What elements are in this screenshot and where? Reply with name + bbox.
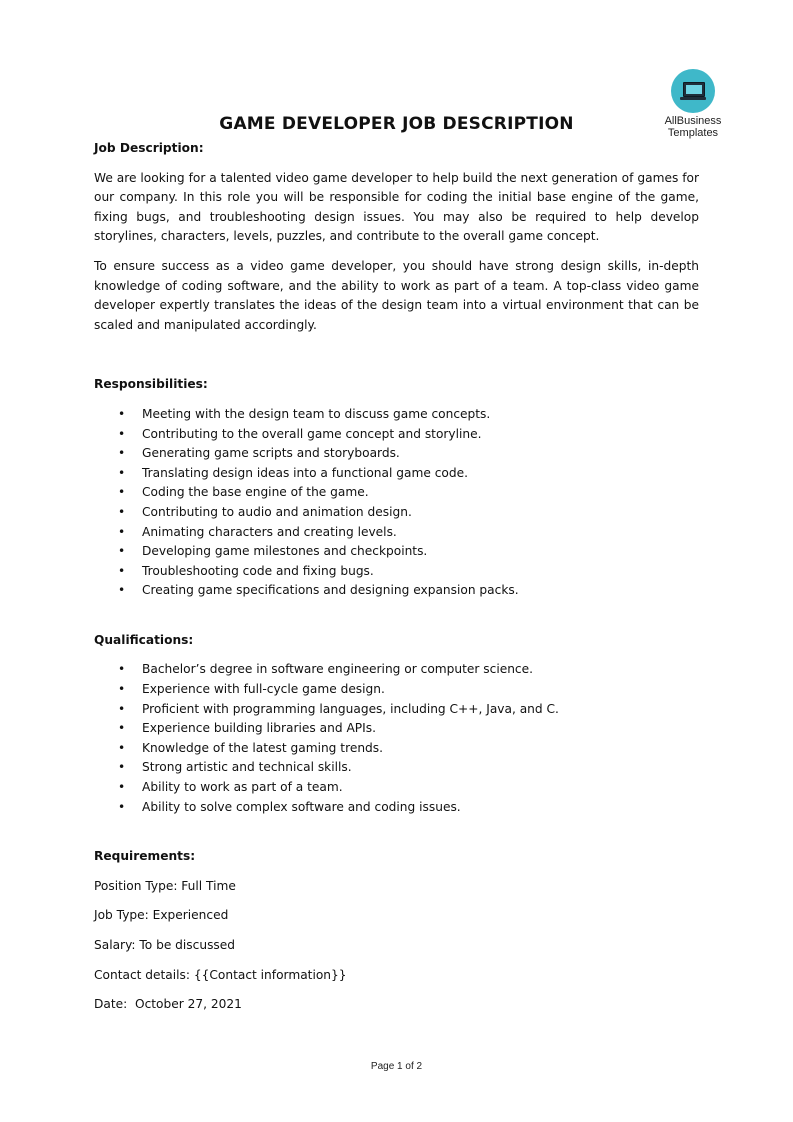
list-item xyxy=(94,425,699,445)
bullet-icon: • xyxy=(118,446,126,461)
bullet-icon: • xyxy=(118,485,126,500)
bullet-icon: • xyxy=(118,583,126,598)
list-item-text: Contributing to the overall game concept and storyline. xyxy=(142,426,482,441)
list-item xyxy=(94,700,699,720)
list-item xyxy=(94,660,699,680)
bullet-icon: • xyxy=(118,799,126,814)
list-item-text: Bachelor’s degree in software engineering or computer science. xyxy=(142,662,534,677)
list-item xyxy=(94,758,699,778)
list-item xyxy=(94,464,699,484)
bullet-icon: • xyxy=(118,701,126,716)
bullet-icon: • xyxy=(118,662,126,677)
logo-line-1: AllBusiness xyxy=(664,115,722,127)
qualifications-list xyxy=(94,660,699,817)
list-item xyxy=(94,562,699,582)
date: Date: October 27, 2021 xyxy=(94,997,242,1012)
list-item xyxy=(94,405,699,425)
salary: Salary: To be discussed xyxy=(94,938,236,952)
list-item-text: Proficient with programming languages, including C++, Java, and C. xyxy=(142,701,559,716)
list-item xyxy=(94,719,699,739)
responsibilities-heading: Responsibilities: xyxy=(94,377,208,392)
bullet-icon: • xyxy=(118,682,126,697)
list-item-text: Troubleshooting code and fixing bugs. xyxy=(142,563,374,578)
list-item-text: Coding the base engine of the game. xyxy=(142,485,369,500)
list-item-text: Experience with full-cycle game design. xyxy=(142,682,385,697)
list-item-text: Experience building libraries and APIs. xyxy=(142,721,376,736)
list-item-text: Creating game specifications and designing expansion packs. xyxy=(142,583,519,598)
list-item-text: Knowledge of the latest gaming trends. xyxy=(142,740,384,755)
list-item xyxy=(94,778,699,798)
bullet-icon: • xyxy=(118,740,126,755)
list-item-text: Meeting with the design team to discuss game concepts. xyxy=(142,406,491,421)
list-item xyxy=(94,542,699,562)
page-number: Page 1 of 2 xyxy=(370,1061,423,1072)
list-item xyxy=(94,444,699,464)
bullet-icon: • xyxy=(118,465,126,480)
requirements-heading: Requirements: xyxy=(94,849,196,864)
document-body xyxy=(94,139,699,1015)
contact-details: Contact details: {{Contact information}} xyxy=(94,967,347,982)
list-item xyxy=(94,680,699,700)
list-item-text: Translating design ideas into a functional game code. xyxy=(142,465,468,480)
list-item xyxy=(94,503,699,523)
job-description-paragraph-1: We are looking for a talented video game developer to help build the next generation of games for our company. In this role you will be responsible for coding the initial base engine of the game, fixing bugs, and troubleshooting design issues. You may also be required to help develop storylines, characters, levels, puzzles, and contribute to the overall game concept. xyxy=(94,170,699,244)
list-item xyxy=(94,739,699,759)
list-item xyxy=(94,523,699,543)
list-item-text: Contributing to audio and animation design. xyxy=(142,504,412,519)
bullet-icon: • xyxy=(118,426,126,441)
laptop-icon xyxy=(671,69,715,113)
list-item xyxy=(94,483,699,503)
list-item-text: Strong artistic and technical skills. xyxy=(142,760,352,775)
responsibilities-list xyxy=(94,405,699,601)
bullet-icon: • xyxy=(118,563,126,578)
bullet-icon: • xyxy=(118,544,126,559)
bullet-icon: • xyxy=(118,760,126,775)
job-description-heading: Job Description: xyxy=(94,141,204,155)
logo-line-2: Templates xyxy=(667,127,719,139)
qualifications-heading: Qualifications: xyxy=(94,632,194,647)
bullet-icon: • xyxy=(118,406,126,421)
list-item-text: Ability to work as part of a team. xyxy=(142,780,343,795)
bullet-icon: • xyxy=(118,780,126,795)
list-item xyxy=(94,581,699,601)
page-title: GAME DEVELOPER JOB DESCRIPTION xyxy=(219,114,574,134)
bullet-icon: • xyxy=(118,524,126,539)
job-description-paragraph-2: To ensure success as a video game developer, you should have strong design skills, in-depth knowledge of coding software, and the ability to work as part of a team. A top-class video game developer expertly translates the ideas of the design team into a virtual environment that can be scaled and manipulated accordingly. xyxy=(94,258,699,332)
list-item xyxy=(94,798,699,818)
list-item-text: Developing game milestones and checkpoints. xyxy=(142,544,428,559)
bullet-icon: • xyxy=(118,504,126,519)
list-item-text: Generating game scripts and storyboards. xyxy=(142,446,400,461)
list-item-text: Animating characters and creating levels. xyxy=(142,524,397,539)
bullet-icon: • xyxy=(118,721,126,736)
list-item-text: Ability to solve complex software and coding issues. xyxy=(142,799,461,814)
position-type: Position Type: Full Time xyxy=(94,878,236,893)
job-type: Job Type: Experienced xyxy=(94,908,229,923)
